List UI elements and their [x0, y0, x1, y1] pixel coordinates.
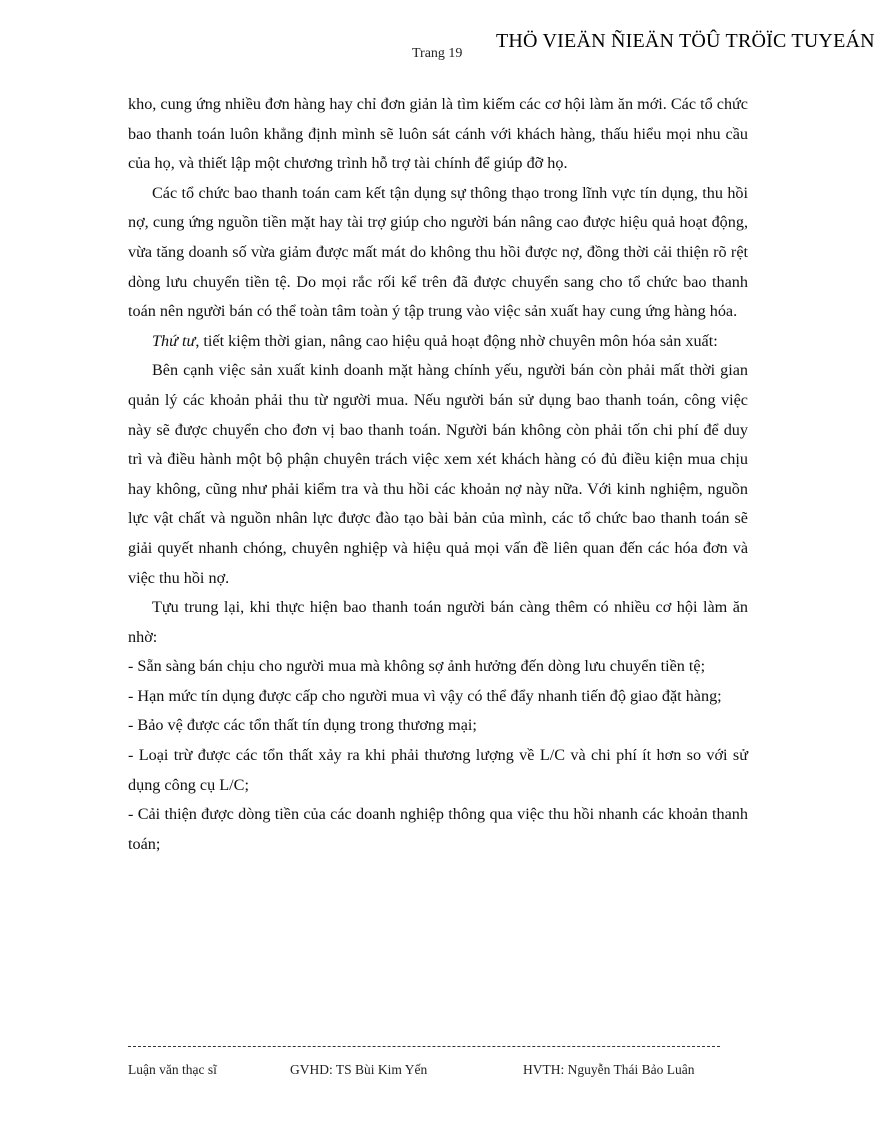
paragraph-commitment: Các tổ chức bao thanh toán cam kết tận dụng sự thông thạo trong lĩnh vực tín dụng, thu hồi nợ, cung ứng nguồn tiền mặt hay tài trợ giúp cho người bán nâng cao được hiệu quả hoạt động, vừa tăng doanh số vừa giảm được mất mát do không thu hồi được nợ, đồng thời cải thiện rõ rệt dòng lưu chuyển tiền tệ. Do mọi rắc rối kể trên đã được chuyển sang cho tổ chức bao thanh toán nên người bán có thể toàn tâm toàn ý tập trung vào việc sản xuất hay cung ứng hàng hóa. — [128, 183, 748, 321]
bullet-item: - Sẵn sàng bán chịu cho người mua mà không sợ ảnh hưởng đến dòng lưu chuyển tiền tệ; — [128, 657, 706, 676]
bullet-item: - Bảo vệ được các tổn thất tín dụng trong thương mại; — [128, 716, 477, 735]
bullet-item: - Hạn mức tín dụng được cấp cho người mua vì vậy có thể đẩy nhanh tiến độ giao đặt hàng; — [128, 686, 722, 705]
document-body — [128, 90, 748, 859]
footer-thesis-type: Luận văn thạc sĩ — [128, 1062, 217, 1077]
paragraph-continuation: kho, cung ứng nhiều đơn hàng hay chỉ đơn giản là tìm kiếm các cơ hội làm ăn mới. Các tổ chức bao thanh toán luôn khẳng định mình sẽ luôn sát cánh với khách hàng, thấu hiểu mọi nhu cầu của họ, và thiết lập một chương trình hỗ trợ tài chính để giúp đỡ họ. — [128, 95, 748, 173]
footer-divider — [128, 1046, 720, 1047]
bullet-item: - Loại trừ được các tổn thất xảy ra khi phải thương lượng về L/C và chi phí ít hơn so với sử dụng công cụ L/C; — [128, 746, 748, 794]
bullet-item: - Cải thiện được dòng tiền của các doanh nghiệp thông qua việc thu hồi nhanh các khoản thanh toán; — [128, 805, 748, 853]
point-four-label: Thứ tư — [152, 331, 196, 350]
footer-supervisor: GVHD: TS Bùi Kim Yến — [290, 1062, 428, 1077]
library-header-title: THÖ VIEÄN ÑIEÄN TÖÛ TRÖÏC TUYEÁN — [496, 30, 875, 52]
point-four-text: , tiết kiệm thời gian, nâng cao hiệu quả hoạt động nhờ chuyên môn hóa sản xuất: — [195, 331, 718, 350]
paragraph-summary: Tựu trung lại, khi thực hiện bao thanh toán người bán càng thêm có nhiều cơ hội làm ăn nhờ: — [128, 598, 748, 646]
paragraph-point-four — [128, 327, 748, 357]
page-number: Trang 19 — [412, 46, 463, 61]
paragraph-receivables: Bên cạnh việc sản xuất kinh doanh mặt hàng chính yếu, người bán còn phải mất thời gian quản lý các khoản phải thu từ người mua. Nếu người bán sử dụng bao thanh toán, công việc này sẽ được chuyển cho đơn vị bao thanh toán. Người bán không còn phải tốn chi phí để duy trì và điều hành một bộ phận chuyên trách việc xem xét khách hàng có đủ điều kiện mua chịu hay không, cũng như phải kiểm tra và thu hồi các khoản nợ này nữa. Với kinh nghiệm, nguồn lực vật chất và nguồn nhân lực được đào tạo bài bản của mình, các tổ chức bao thanh toán sẽ giải quyết nhanh chóng, chuyên nghiệp và hiệu quả mọi vấn đề liên quan đến các hóa đơn và việc thu hồi nợ. — [128, 361, 748, 587]
footer-author: HVTH: Nguyễn Thái Bảo Luân — [523, 1062, 695, 1077]
